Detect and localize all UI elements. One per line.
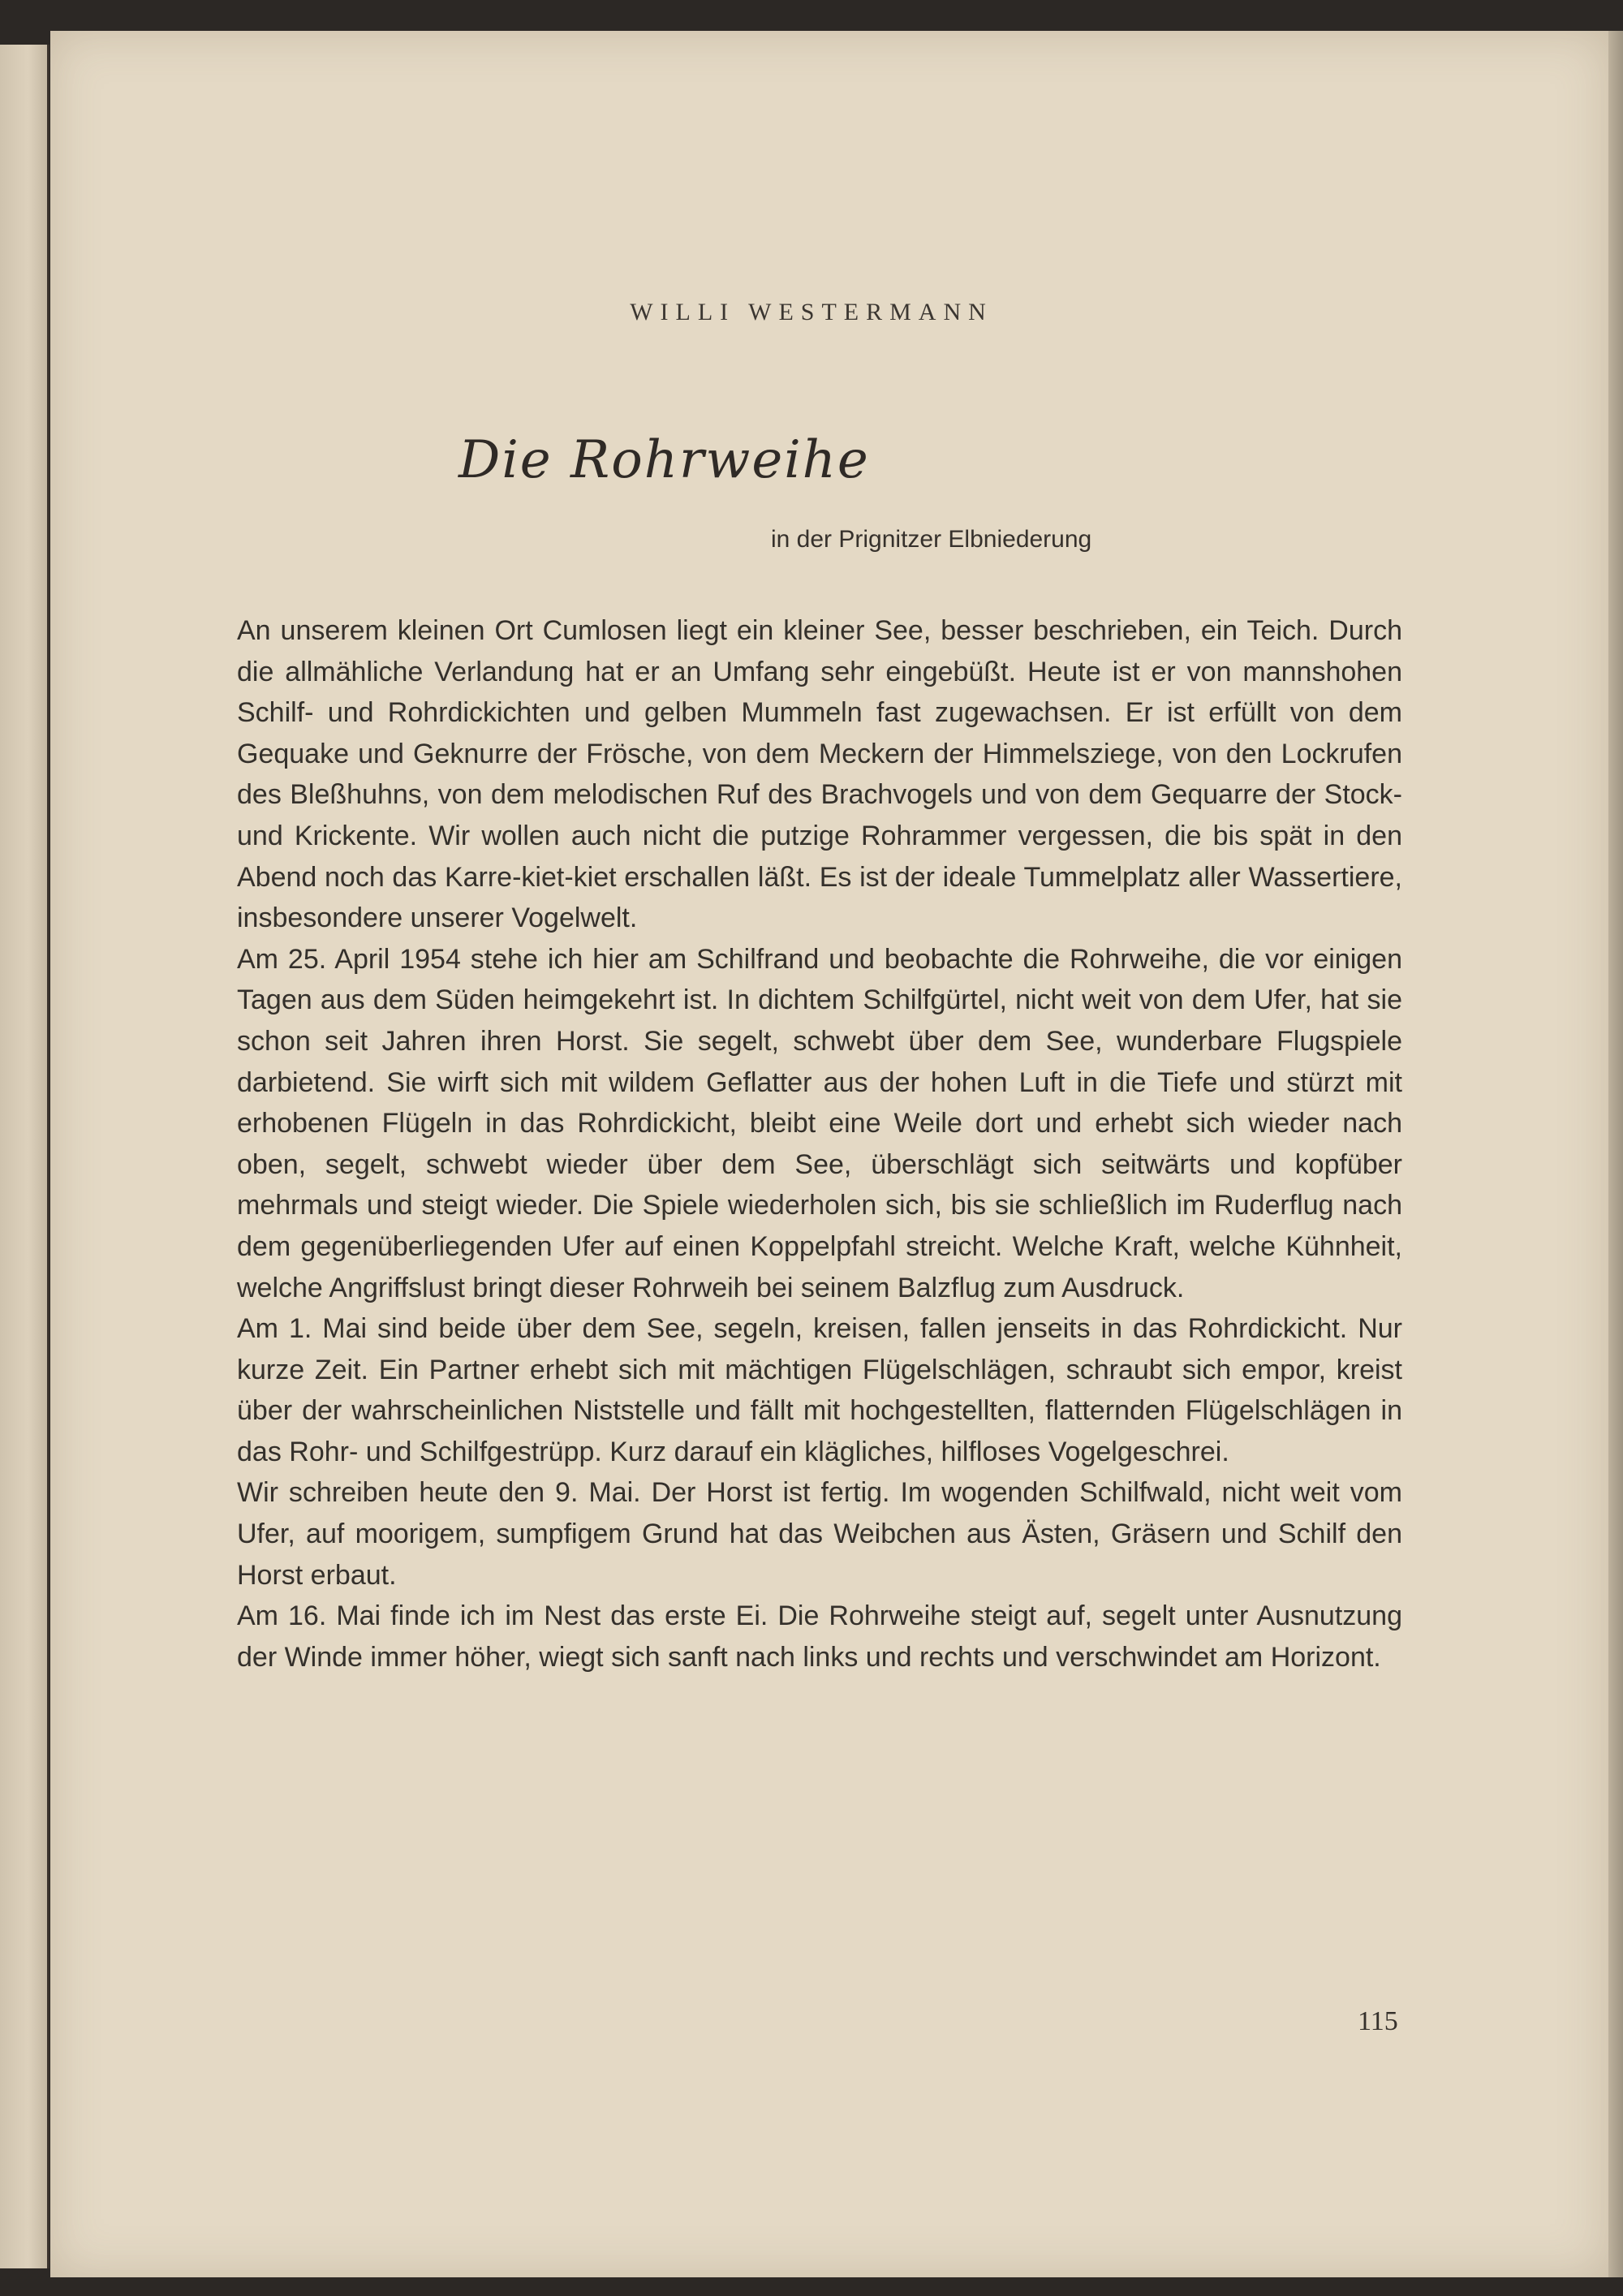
paragraph-2: Am 25. April 1954 stehe ich hier am Schilfrand und beobachte die Rohrweihe, die vor einigen Tagen aus dem Süden heimgekehrt ist. In dichtem Schilfgürtel, nicht weit von dem Ufer, hat sie schon seit Jahren ihren Horst. Sie segelt, schwebt über dem See, wunderbare Flugspiele darbietend. Sie wirft sich mit wildem Geflatter aus der hohen Luft in die Tiefe und stürzt mit erhobenen Flügeln in das Rohrdickicht, bleibt eine Weile dort und erhebt sich wieder nach oben, segelt, schwebt wieder über dem See, überschlägt sich seitwärts und kopfüber mehrmals und steigt wieder. Die Spiele wiederholen sich, bis sie schließlich im Ruderflug nach dem gegenüberliegenden Ufer auf einen Koppelpfahl streicht. Welche Kraft, welche Kühnheit, welche Angriffslust bringt dieser Rohrweih bei seinem Balzflug zum Ausdruck. — [237, 943, 1402, 1303]
right-page-edge — [1608, 31, 1623, 2277]
article-body — [237, 610, 1402, 1678]
left-page-edge — [0, 45, 50, 2268]
paragraph-3: Am 1. Mai sind beide über dem See, segeln, kreisen, fallen jenseits in das Rohrdickicht. Nur kurze Zeit. Ein Partner erhebt sich mit mächtigen Flügelschlägen, schraubt sich empor, kreist über der wahrscheinlichen Niststelle und fällt mit hochgestellten, flatternden Flügelschlägen in das Rohr- und Schilfgestrüpp. Kurz darauf ein klägliches, hilfloses Vogelgeschrei. — [237, 1313, 1402, 1467]
article-title: Die Rohrweihe — [458, 430, 870, 490]
paragraph-1: An unserem kleinen Ort Cumlosen liegt ein kleiner See, besser beschrieben, ein Teich. Durch die allmähliche Verlandung hat er an Umfang sehr eingebüßt. Heute ist er von mannshohen Schilf- und Rohrdickichten und gelben Mummeln fast zugewachsen. Er ist erfüllt von dem Gequake und Geknurre der Frösche, von dem Meckern der Himmelsziege, von den Lockrufen des Bleßhuhns, von dem melodischen Ruf des Brachvogels und von dem Gequarre der Stock- und Krickente. Wir wollen auch nicht die putzige Rohrammer vergessen, die bis spät in den Abend noch das Karre-kiet-kiet erschallen läßt. Es ist der ideale Tummelplatz aller Wassertiere, insbesondere unserer Vogelwelt. — [237, 615, 1402, 934]
article-subtitle: in der Prignitzer Elbniederung — [771, 526, 1092, 553]
paragraph-5: Am 16. Mai finde ich im Nest das erste Ei. Die Rohrweihe steigt auf, segelt unter Ausnutzung der Winde immer höher, wiegt sich sanft nach links und rechts und verschwindet am Horizont. — [237, 1600, 1402, 1673]
page-number: 115 — [1358, 2006, 1398, 2036]
author-name: WILLI WESTERMANN — [630, 299, 993, 325]
paragraph-4: Wir schreiben heute den 9. Mai. Der Horst ist fertig. Im wogenden Schilfwald, nicht weit vom Ufer, auf moorigem, sumpfigem Grund hat das Weibchen aus Ästen, Gräsern und Schilf den Horst erbaut. — [237, 1477, 1402, 1591]
